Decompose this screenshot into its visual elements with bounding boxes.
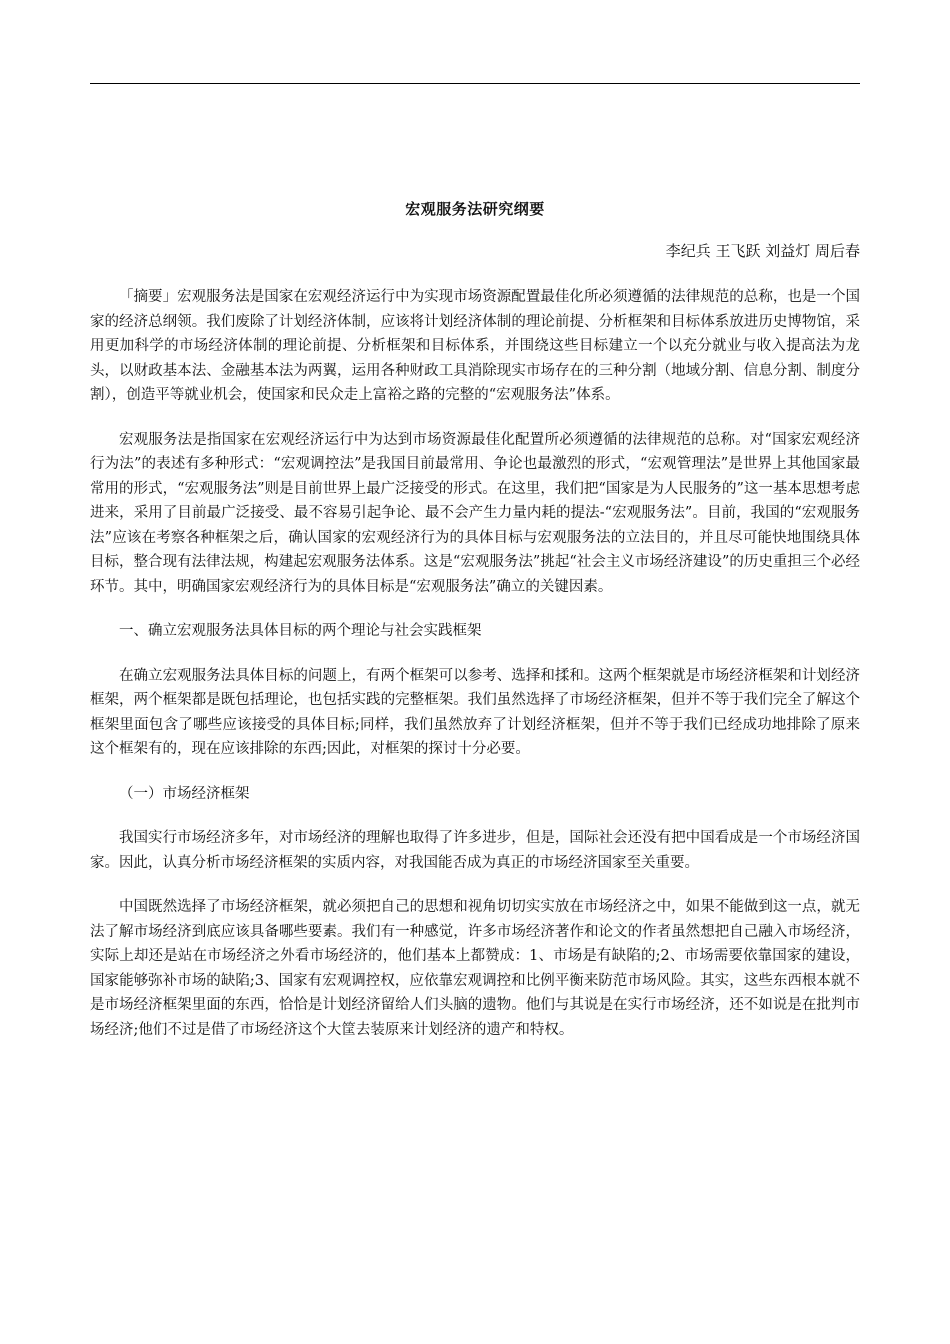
abstract-paragraph: 「摘要」宏观服务法是国家在宏观经济运行中为实现市场资源配置最佳化所必须遵循的法律规范的总称，也是一个国家的经济总纲领。我们废除了计划经济体制，应该将计划经济体制的理论前提、分析框架和目标体系放进历史博物馆，采用更加科学的市场经济体制的理论前提、分析框架和目标体系，并围绕这些目标建立一个以充分就业与收入提高法为龙头，以财政基本法、金融基本法为两翼，运用各种财政工具消除现实市场存在的三种分割（地域分割、信息分割、制度分割），创造平等就业机会，使国家和民众走上富裕之路的完整的“宏观服务法”体系。: [90, 289, 860, 403]
section-1-heading: 一、确立宏观服务法具体目标的两个理论与社会实践框架: [119, 623, 482, 639]
subsection-1-paragraph-2: 中国既然选择了市场经济框架，就必须把自己的思想和视角切切实实放在市场经济之中，如果不能做到这一点，就无法了解市场经济到底应该具备哪些要素。我们有一种感觉，许多市场经济著作和论文的作者虽然想把自己融入市场经济，实际上却还是站在市场经济之外看市场经济的，他们基本上都赞成：1、市场是有缺陷的;2、市场需要依靠国家的建设，国家能够弥补市场的缺陷;3、国家有宏观调控权，应依靠宏观调控和比例平衡来防范市场风险。其实，这些东西根本就不是市场经济框架里面的东西，恰恰是计划经济留给人们头脑的遗物。他们与其说是在实行市场经济，还不如说是在批判市场经济;他们不过是借了市场经济这个大筐去装原来计划经济的遗产和特权。: [90, 899, 860, 1038]
subsection-1-heading: （一）市场经济框架: [119, 785, 250, 802]
document-title: 宏观服务法研究纲要: [405, 200, 545, 218]
document-authors: 李纪兵 王飞跃 刘益灯 周后春: [665, 242, 860, 260]
intro-paragraph: 宏观服务法是指国家在宏观经济运行中为达到市场资源最佳化配置所必须遵循的法律规范的总称。对“国家宏观经济行为法”的表述有多种形式：“宏观调控法”是我国目前最常用、争论也最激烈的形式，“宏观管理法”是世界上其他国家最常用的形式，“宏观服务法”则是目前世界上最广泛接受的形式。在这里，我们把“国家是为人民服务的”这一基本思想考虑进来，采用了目前最广泛接受、最不容易引起争论、最不会产生力量内耗的提法-“宏观服务法”。目前，我国的“宏观服务法”应该在考察各种框架之后，确认国家的宏观经济行为的具体目标与宏观服务法的立法目的，并且尽可能快地围绕具体目标，整合现有法律法规，构建起宏观服务法体系。这是“宏观服务法”挑起“社会主义市场经济建设”的历史重担三个必经环节。其中，明确国家宏观经济行为的具体目标是“宏观服务法”确立的关键因素。: [90, 431, 860, 595]
subsection-1-paragraph-1: 我国实行市场经济多年，对市场经济的理解也取得了许多进步，但是，国际社会还没有把中国看成是一个市场经济国家。因此，认真分析市场经济框架的实质内容，对我国能否成为真正的市场经济国家至关重要。: [90, 830, 860, 871]
document-body: [90, 197, 860, 1042]
section-1-paragraph: 在确立宏观服务法具体目标的问题上，有两个框架可以参考、选择和揉和。这两个框架就是市场经济框架和计划经济框架，两个框架都是既包括理论，也包括实践的完整框架。我们虽然选择了市场经济框架，但并不等于我们完全了解这个框架里面包含了哪些应该接受的具体目标;同样，我们虽然放弃了计划经济框架，但并不等于我们已经成功地排除了原来这个框架有的，现在应该排除的东西;因此，对框架的探讨十分必要。: [90, 667, 860, 757]
top-rule: [90, 83, 860, 84]
